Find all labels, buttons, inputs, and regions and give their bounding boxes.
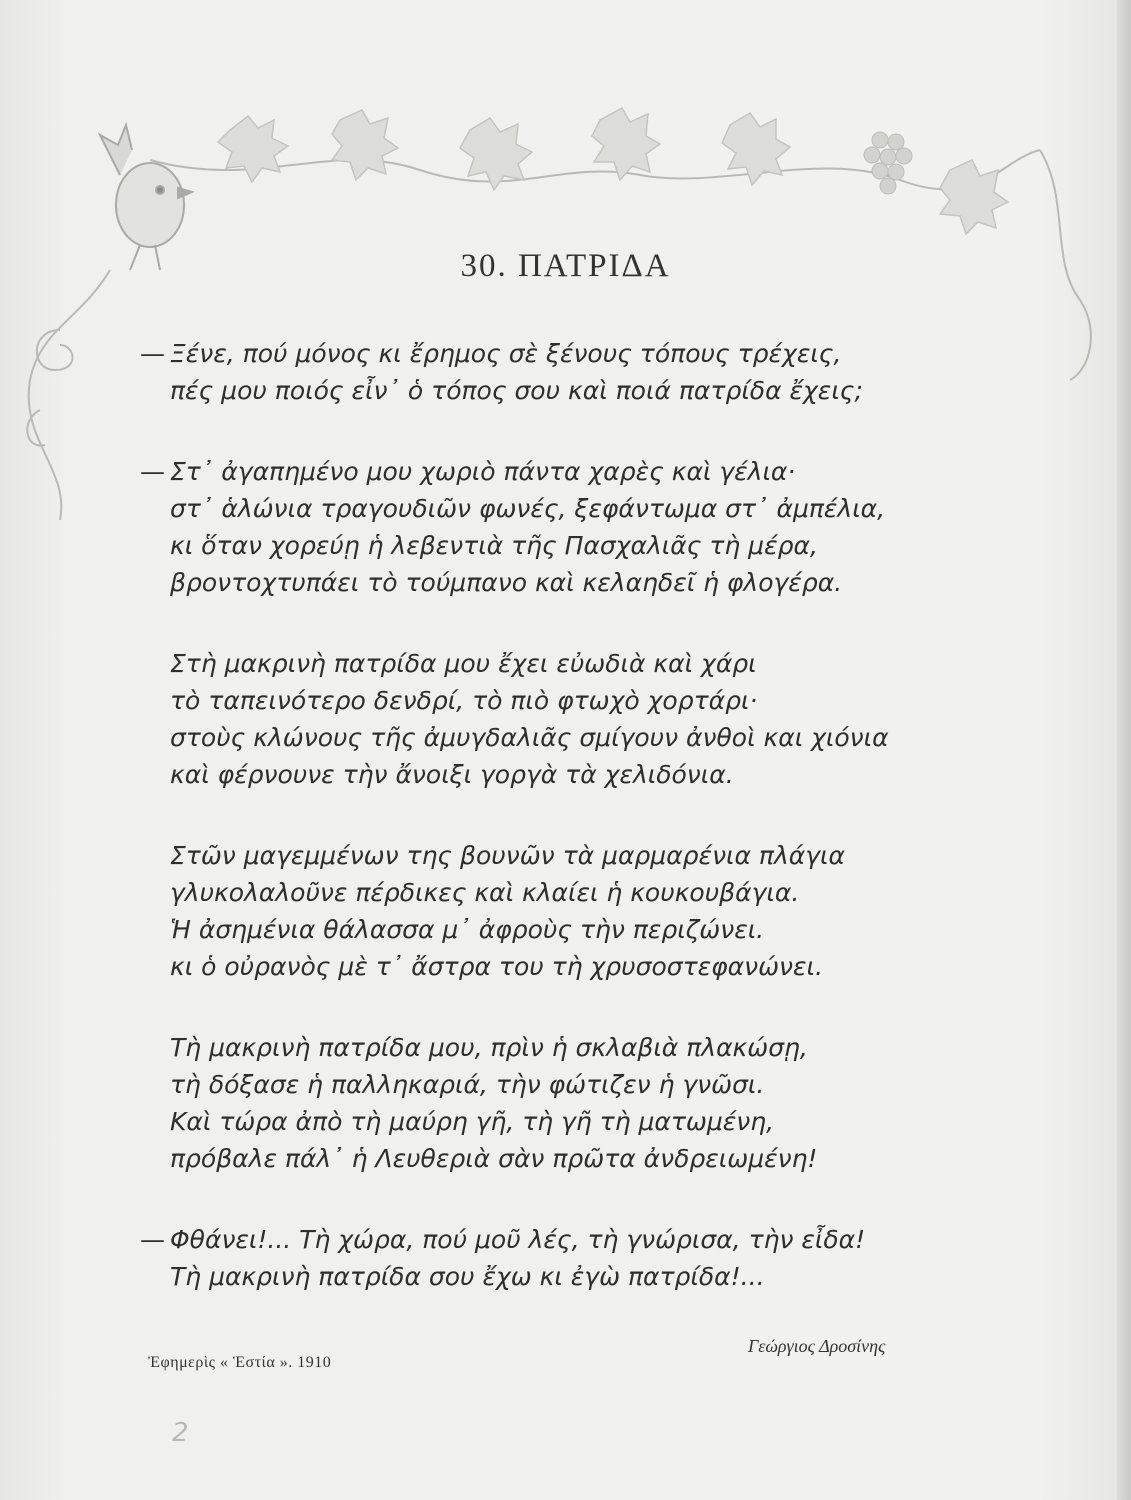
poem-line: [170, 1066, 1010, 1103]
poem-body: [140, 335, 1010, 1339]
line-text: καὶ φέρνουνε τὴν ἄνοιξι γοργὰ τὰ χελιδόνια.: [170, 760, 734, 789]
poem-line: [170, 372, 1010, 409]
poem-line: [170, 1103, 1010, 1140]
line-text: Στῶν μαγεμμένων της βουνῶν τὰ μαρμαρένια πλάγια: [170, 841, 845, 870]
line-text: Καὶ τώρα ἀπὸ τὴ μαύρη γῆ, τὴ γῆ τὴ ματωμένη,: [170, 1107, 775, 1136]
line-text: πρόβαλε πάλ᾽ ἡ Λευθεριὰ σὰν πρῶτα ἀνδρειωμένη!: [170, 1144, 818, 1173]
line-text: Ξένε, πού μόνος κι ἔρημος σὲ ξένους τόπους τρέχεις,: [170, 339, 842, 368]
stanza: [170, 837, 1010, 985]
poem-line: [170, 837, 1010, 874]
dialogue-dash: —: [140, 1225, 165, 1254]
poem-line: [170, 874, 1010, 911]
stanza: [170, 1029, 1010, 1177]
line-text: Τὴ μακρινὴ πατρίδα μου, πρὶν ἡ σκλαβιὰ πλακώσῃ,: [170, 1033, 808, 1062]
poem-line: [170, 564, 1010, 601]
poem-line: [170, 682, 1010, 719]
poem-line: [170, 527, 1010, 564]
poem-line: [140, 335, 1010, 372]
poem-line: [170, 645, 1010, 682]
line-text: βροντοχτυπάει τὸ τούμπανο καὶ κελαηδεῖ ἡ φλογέρα.: [170, 568, 843, 597]
line-text: Φθάνει!... Τὴ χώρα, πού μοῦ λές, τὴ γνώρισα, τὴν εἶδα!: [170, 1225, 866, 1254]
dialogue-dash: —: [140, 339, 165, 368]
poem-line: [170, 1029, 1010, 1066]
line-text: Στὴ μακρινὴ πατρίδα μου ἔχει εὐωδιὰ καὶ χάρι: [170, 649, 757, 678]
dialogue-dash: —: [140, 457, 165, 486]
line-text: πές μου ποιός εἶν᾽ ὁ τόπος σου καὶ ποιά πατρίδα ἔχεις;: [170, 376, 863, 405]
line-text: στ᾽ ἁλώνια τραγουδιῶν φωνές, ξεφάντωμα στ᾽ ἀμπέλια,: [170, 494, 886, 523]
pencil-mark: 2: [172, 1418, 189, 1448]
poem-title: 30. ΠΑΤΡΙΔΑ: [460, 248, 671, 284]
poem-line: [170, 719, 1010, 756]
line-text: Στ᾽ ἀγαπημένο μου χωριὸ πάντα χαρὲς καὶ γέλια·: [170, 457, 796, 486]
poem-line: [170, 948, 1010, 985]
source-citation: Ἐφημερὶς « Ἑστία ». 1910: [148, 1354, 332, 1371]
stanza: [140, 335, 1010, 409]
poem-line: [140, 1221, 1010, 1258]
poem-line: [170, 911, 1010, 948]
line-text: κι ὁ οὐρανὸς μὲ τ᾽ ἄστρα του τὴ χρυσοστεφανώνει.: [170, 952, 823, 981]
poem-line: [140, 453, 1010, 490]
poem-line: [170, 1140, 1010, 1177]
poem-line: [170, 490, 1010, 527]
stanza: [140, 1221, 1010, 1295]
stanza: [140, 453, 1010, 601]
line-text: τὸ ταπεινότερο δενδρί, τὸ πιὸ φτωχὸ χορτάρι·: [170, 686, 758, 715]
line-text: κι ὅταν χορεύῃ ἡ λεβεντιὰ τῆς Πασχαλιᾶς τὴ μέρα,: [170, 531, 818, 560]
line-text: γλυκολαλοῦνε πέρδικες καὶ κλαίει ἡ κουκουβάγια.: [170, 878, 800, 907]
line-text: Τὴ μακρινὴ πατρίδα σου ἔχω κι ἐγὼ πατρίδα!...: [170, 1262, 765, 1291]
line-text: Ἡ ἀσημένια θάλασσα μ᾽ ἀφροὺς τὴν περιζώνει.: [170, 915, 765, 944]
poem-line: [170, 1258, 1010, 1295]
line-text: στοὺς κλώνους τῆς ἀμυγδαλιᾶς σμίγουν ἀνθοὶ και χιόνια: [170, 723, 889, 752]
grape-cluster: [864, 132, 912, 194]
line-text: τὴ δόξασε ἡ παλληκαριά, τὴν φώτιζεν ἡ γνῶσι.: [170, 1070, 765, 1099]
stanza: [170, 645, 1010, 793]
poem-line: [170, 756, 1010, 793]
author-name: Γεώργιος Δροσίνης: [748, 1336, 886, 1356]
